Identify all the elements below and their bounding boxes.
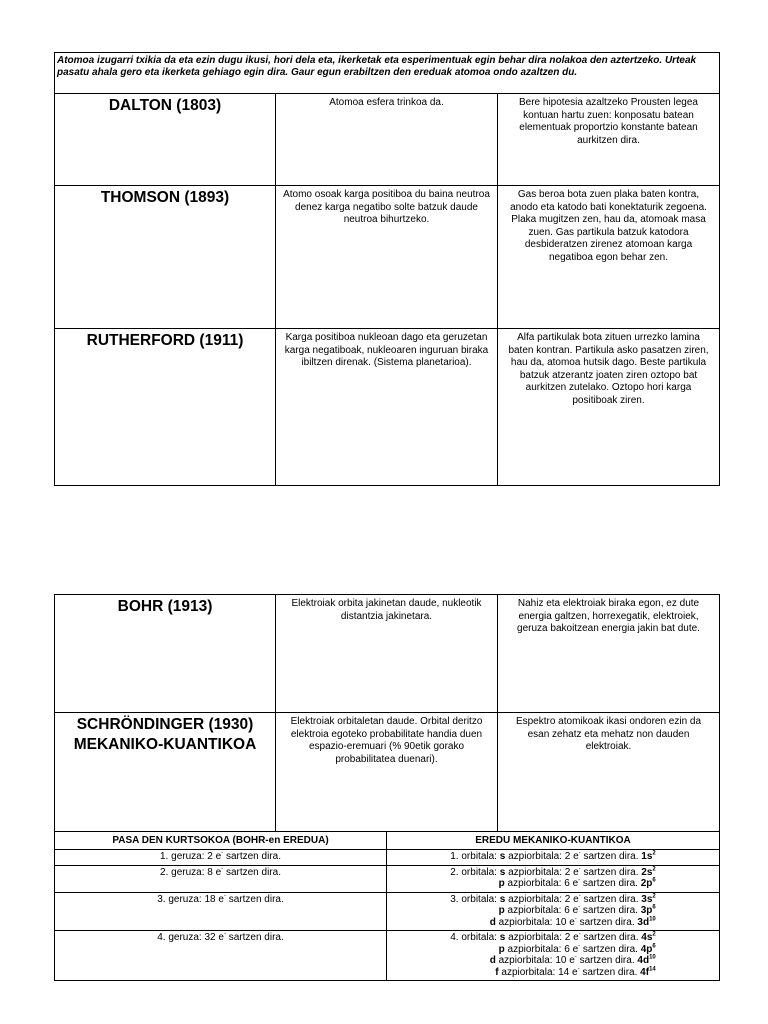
model-name: THOMSON (1893) [55, 186, 276, 329]
subshell-text: azpiorbitala: 10 e [495, 955, 575, 966]
orbital-line: p azpiorbitala: 6 e- sartzen dira. $4p^6$ [498, 943, 656, 955]
subshell-letter: s [499, 866, 506, 878]
electron-config: $4s^2$ [641, 931, 656, 943]
subshell-text: azpiorbitala: 6 e [504, 905, 579, 916]
model-evidence: Espektro atomikoak ikasi ondoren ezin da esan zehatz eta mehatz non dauden elektroiak. [498, 713, 720, 832]
subshell-letter: s [499, 932, 506, 943]
electron-config: $2s^2$ [641, 866, 656, 878]
model-row-bohr [55, 595, 720, 713]
orbital-capacity [387, 931, 720, 981]
comparison-row [55, 931, 720, 981]
comparison-row [55, 865, 720, 892]
model-evidence: Alfa partikulak bota zituen urrezko lamina baten kontran. Partikula asko pasatzen ziren, hau da, atomoa hutsik dago. Beste partikula batzuk atzerantz joaten ziren oztopo bat aurkitzen zutelako. Oztopo hori karga positiboak ziren. [498, 329, 720, 486]
model-name: DALTON (1803) [55, 94, 276, 186]
orbital-line: 4. orbitala: s azpiorbitala: 2 e- sartzen dira. $4s^2$ [450, 931, 656, 943]
comparison-row [55, 850, 720, 866]
electron-config: $3s^2$ [641, 893, 656, 905]
subshell-text: azpiorbitala: 2 e [505, 893, 579, 905]
subshell-letter: s [499, 893, 506, 905]
subshell-letter: p [498, 943, 505, 955]
subshell-text: azpiorbitala: 2 e [505, 866, 579, 878]
electron-config: $4f^{14}$ [640, 966, 656, 978]
model-idea: Elektroiak orbita jakinetan daude, nukleotik distantzia jakinetara. [276, 595, 498, 713]
orbital-label: 3. orbitala: [450, 893, 497, 905]
comparison-row [55, 892, 720, 931]
electron-config: $3p^6$ [640, 904, 656, 916]
subshell-text: azpiorbitala: 14 e [498, 966, 578, 978]
model-idea: Elektroiak orbitaletan daude. Orbital deritzo elektroia egoteko probabilitate handia duen espazio-eremuari (% 90etik gorako probabilitatea duenari). [276, 713, 498, 832]
subshell-text: azpiorbitala: 10 e [495, 916, 575, 928]
orbital-line: p azpiorbitala: 6 e- sartzen dira. $3p^6$ [498, 904, 656, 916]
electron-config: $2p^6$ [640, 877, 656, 889]
subshell-letter: f [495, 966, 499, 978]
quantum-header: EREDU MEKANIKO-KUANTIKOA [387, 832, 720, 850]
model-name: BOHR (1913) [55, 595, 276, 713]
electron-config: $3d^{10}$ [637, 916, 656, 928]
subshell-letter: s [499, 851, 506, 862]
orbital-capacity [387, 892, 720, 931]
model-row-schrodinger [55, 713, 720, 832]
model-evidence: Nahiz eta elektroiak biraka egon, ez dute energia galtzen, horrexegatik, elektroiek, geruza bakoitzean energia jakin bat dute. [498, 595, 720, 713]
subshell-letter: d [489, 916, 496, 928]
orbital-label: 1. orbitala: [450, 851, 497, 862]
model-name: RUTHERFORD (1911) [55, 329, 276, 486]
subshell-letter: d [489, 955, 496, 966]
intro-text: Atomoa izugarri txikia da eta ezin dugu ikusi, hori dela eta, ikerketak eta esperimentuak egin behar dira nolakoa den aztertzeko. Urteak pasatu ahala gero eta ikerketa gehiago egin dira. Gaur egun erabiltzen den ereduak atomoa ondo azaltzen du. [55, 53, 720, 94]
shell-capacity: 4. geruza: 32 e- sartzen dira. [55, 931, 387, 981]
atomic-models-table-top [54, 52, 720, 486]
subshell-text: azpiorbitala: 6 e [504, 943, 579, 955]
orbital-capacity [387, 865, 720, 892]
model-row-rutherford [55, 329, 720, 486]
subshell-text: azpiorbitala: 6 e [504, 878, 579, 889]
model-idea: Karga positiboa nukleoan dago eta geruzetan karga negatiboak, nukleoaren inguruan biraka ibiltzen direnak. (Sistema planetarioa). [276, 329, 498, 486]
model-row-dalton [55, 94, 720, 186]
orbital-line: p azpiorbitala: 6 e- sartzen dira. $2p^6$ [498, 877, 656, 889]
model-evidence: Bere hipotesia azaltzeko Prousten legea kontuan hartu zuen: konposatu batean elementuak proportzio konstante batean aurkitzen dira. [498, 94, 720, 186]
model-idea: Atomo osoak karga positiboa du baina neutroa denez karga negatibo solte batzuk daude neutroa bihurtzeko. [276, 186, 498, 329]
subshell-text: azpiorbitala: 2 e [505, 932, 579, 943]
orbital-line: d azpiorbitala: 10 e- sartzen dira. $4d^{10}$ [489, 954, 656, 966]
subshell-text: azpiorbitala: 2 e [505, 851, 579, 862]
orbital-line: 2. orbitala: s azpiorbitala: 2 e- sartzen dira. $2s^2$ [450, 866, 656, 878]
orbital-capacity [387, 850, 720, 866]
subshell-letter: p [498, 878, 505, 889]
orbital-label: 2. orbitala: [450, 866, 497, 878]
comparison-header-row [55, 832, 720, 850]
electron-config: $1s^2$ [641, 850, 656, 862]
model-row-thomson [55, 186, 720, 329]
electron-config: $4d^{10}$ [637, 954, 656, 966]
atomic-models-table-bottom [54, 594, 720, 981]
bohr-header: PASA DEN KURTSOKOA (BOHR-en EREDUA) [55, 832, 387, 850]
orbital-line: d azpiorbitala: 10 e- sartzen dira. $3d^{10}$ [489, 916, 656, 928]
model-evidence: Gas beroa bota zuen plaka baten kontra, anodo eta katodo bati konektaturik zegoena. Plaka mugitzen zen, hau da, atomoak masa zuen. Gas partikula batzuk katodora desbideratzen zirenez atomoan karga negatiboa egon behar zen. [498, 186, 720, 329]
shell-capacity: 1. geruza: 2 e- sartzen dira. [55, 850, 387, 866]
model-idea: Atomoa esfera trinkoa da. [276, 94, 498, 186]
shell-capacity: 3. geruza: 18 e- sartzen dira. [55, 892, 387, 931]
subshell-letter: p [498, 905, 505, 916]
model-name: SCHRÖNDINGER (1930) MEKANIKO-KUANTIKOA [55, 713, 276, 832]
orbital-label: 4. orbitala: [450, 932, 497, 943]
shell-capacity: 2. geruza: 8 e- sartzen dira. [55, 865, 387, 892]
electron-config: $4p^6$ [640, 943, 656, 955]
orbital-line: f azpiorbitala: 14 e- sartzen dira. $4f^{14}$ [495, 966, 656, 978]
orbital-line: 1. orbitala: s azpiorbitala: 2 e- sartzen dira. $1s^2$ [450, 850, 656, 862]
orbital-line: 3. orbitala: s azpiorbitala: 2 e- sartzen dira. $3s^2$ [450, 893, 656, 905]
